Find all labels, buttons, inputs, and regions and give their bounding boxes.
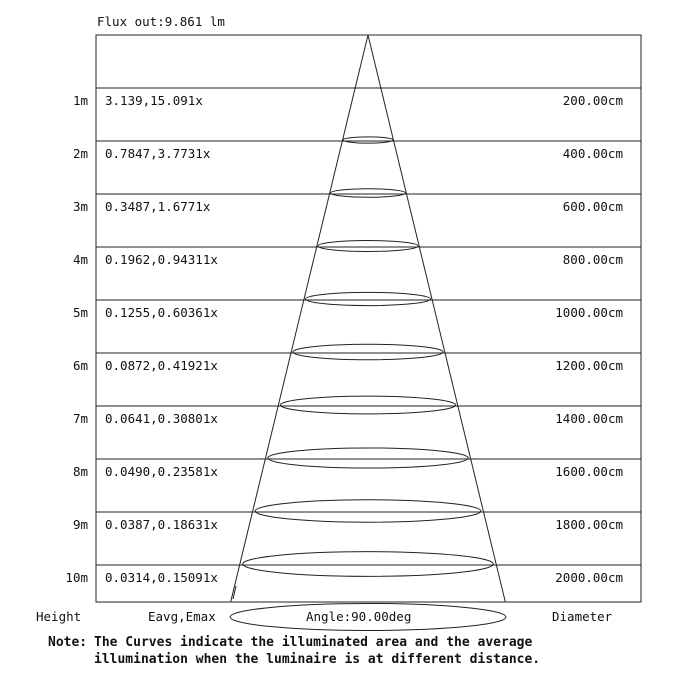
illuminated-area-ellipse (318, 241, 418, 252)
note-line-2: illumination when the luminaire is at different distance. (94, 652, 541, 667)
row-height-label: 7m (72, 411, 88, 426)
illuminated-area-ellipse (243, 552, 494, 577)
row-diameter-label: 200.00cm (562, 93, 623, 108)
row-eavg-emax-label: 0.0872,0.41921x (105, 358, 218, 373)
illuminated-area-ellipse (343, 137, 393, 143)
flux-label: Flux out:9.861 lm (97, 14, 225, 29)
row-diameter-label: 1000.00cm (555, 305, 623, 320)
illuminated-area-ellipse (331, 189, 406, 198)
row-diameter-label: 2000.00cm (555, 570, 623, 585)
rows-group (65, 88, 641, 585)
row-eavg-emax-label: 0.1962,0.94311x (105, 252, 218, 267)
angle-label: Angle:90.00deg (306, 609, 412, 624)
row-eavg-emax-label: 0.3487,1.6771x (105, 199, 211, 214)
row-eavg-emax-label: 0.0387,0.18631x (105, 517, 218, 532)
row-height-label: 8m (72, 464, 88, 479)
diameter-column-label: Diameter (552, 609, 613, 624)
row-height-label: 5m (72, 305, 88, 320)
row-diameter-label: 600.00cm (562, 199, 623, 214)
note-label: Note: (48, 635, 88, 650)
illuminance-column-label: Eavg,Emax (148, 609, 216, 624)
row-height-label: 1m (72, 93, 88, 108)
illuminated-area-ellipse (305, 292, 430, 305)
beam-cone (230, 35, 506, 631)
row-height-label: 9m (72, 517, 88, 532)
row-diameter-label: 400.00cm (562, 146, 623, 161)
row-height-label: 4m (72, 252, 88, 267)
row-eavg-emax-label: 3.139,15.091x (105, 93, 203, 108)
row-diameter-label: 1800.00cm (555, 517, 623, 532)
row-diameter-label: 1400.00cm (555, 411, 623, 426)
row-height-label: 2m (72, 146, 88, 161)
illuminated-area-ellipse (268, 448, 468, 468)
row-eavg-emax-label: 0.0641,0.30801x (105, 411, 218, 426)
illuminated-area-ellipse (293, 344, 443, 360)
illuminated-area-ellipse (280, 396, 455, 414)
note-line-1: The Curves indicate the illuminated area and the average (94, 635, 533, 650)
row-diameter-label: 1600.00cm (555, 464, 623, 479)
cone-left-edge (231, 35, 368, 602)
row-diameter-label: 800.00cm (562, 252, 623, 267)
cone-right-edge (368, 35, 505, 602)
row-height-label: 3m (72, 199, 88, 214)
row-eavg-emax-label: 0.7847,3.7731x (105, 146, 211, 161)
row-height-label: 10m (65, 570, 88, 585)
illuminated-area-ellipse (255, 500, 481, 522)
row-eavg-emax-label: 0.0490,0.23581x (105, 464, 218, 479)
row-eavg-emax-label: 0.1255,0.60361x (105, 305, 218, 320)
row-eavg-emax-label: 0.0314,0.15091x (105, 570, 218, 585)
height-column-label: Height (36, 609, 82, 624)
row-diameter-label: 1200.00cm (555, 358, 623, 373)
row-height-label: 6m (72, 358, 88, 373)
